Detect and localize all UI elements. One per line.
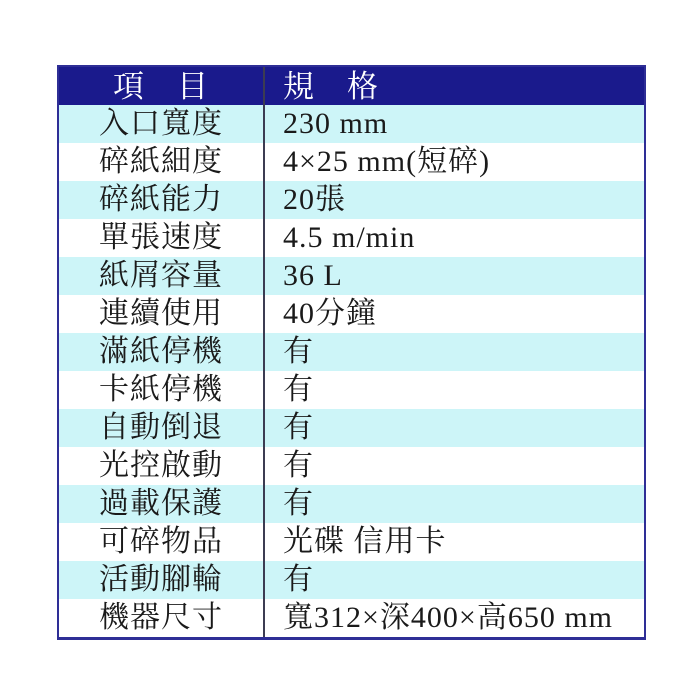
table-row (59, 181, 644, 219)
table-row (59, 295, 644, 333)
item-cell: 光控啟動 (59, 447, 265, 485)
table-row (59, 599, 644, 637)
spec-cell: 4.5 m/min (283, 221, 416, 254)
item-cell: 自動倒退 (59, 409, 265, 447)
table-row (59, 561, 644, 599)
table-row (59, 485, 644, 523)
spec-table (57, 65, 646, 640)
table-header-row (59, 67, 644, 105)
spec-cell: 230 mm (283, 107, 389, 140)
item-cell: 入口寬度 (59, 105, 265, 143)
item-cell: 碎紙細度 (59, 143, 265, 181)
item-cell: 碎紙能力 (59, 181, 265, 219)
spec-cell: 有 (283, 487, 314, 520)
table-row (59, 257, 644, 295)
spec-cell: 有 (283, 563, 314, 596)
spec-cell: 36 L (283, 259, 343, 292)
table-row (59, 219, 644, 257)
table-row (59, 447, 644, 485)
item-cell: 卡紙停機 (59, 371, 265, 409)
spec-cell: 有 (283, 449, 314, 482)
spec-cell: 20張 (283, 183, 346, 216)
spec-cell: 4×25 mm(短碎) (283, 145, 491, 178)
item-cell: 單張速度 (59, 219, 265, 257)
spec-cell: 40分鐘 (283, 297, 377, 330)
item-cell: 活動腳輪 (59, 561, 265, 599)
table-row (59, 143, 644, 181)
header-spec-column: 規 格 (283, 68, 379, 104)
item-cell: 紙屑容量 (59, 257, 265, 295)
item-cell: 過載保護 (59, 485, 265, 523)
table-row (59, 371, 644, 409)
spec-cell: 有 (283, 335, 314, 368)
item-cell: 可碎物品 (59, 523, 265, 561)
item-cell: 機器尺寸 (59, 599, 265, 637)
spec-cell: 有 (283, 373, 314, 406)
item-cell: 滿紙停機 (59, 333, 265, 371)
table-row (59, 105, 644, 143)
table-row (59, 523, 644, 561)
table-row (59, 333, 644, 371)
header-item-column: 項 目 (59, 67, 265, 105)
item-cell: 連續使用 (59, 295, 265, 333)
table-row (59, 409, 644, 447)
spec-cell: 有 (283, 411, 314, 444)
spec-cell: 光碟 信用卡 (283, 525, 447, 558)
spec-cell: 寬312×深400×高650 mm (283, 601, 614, 634)
